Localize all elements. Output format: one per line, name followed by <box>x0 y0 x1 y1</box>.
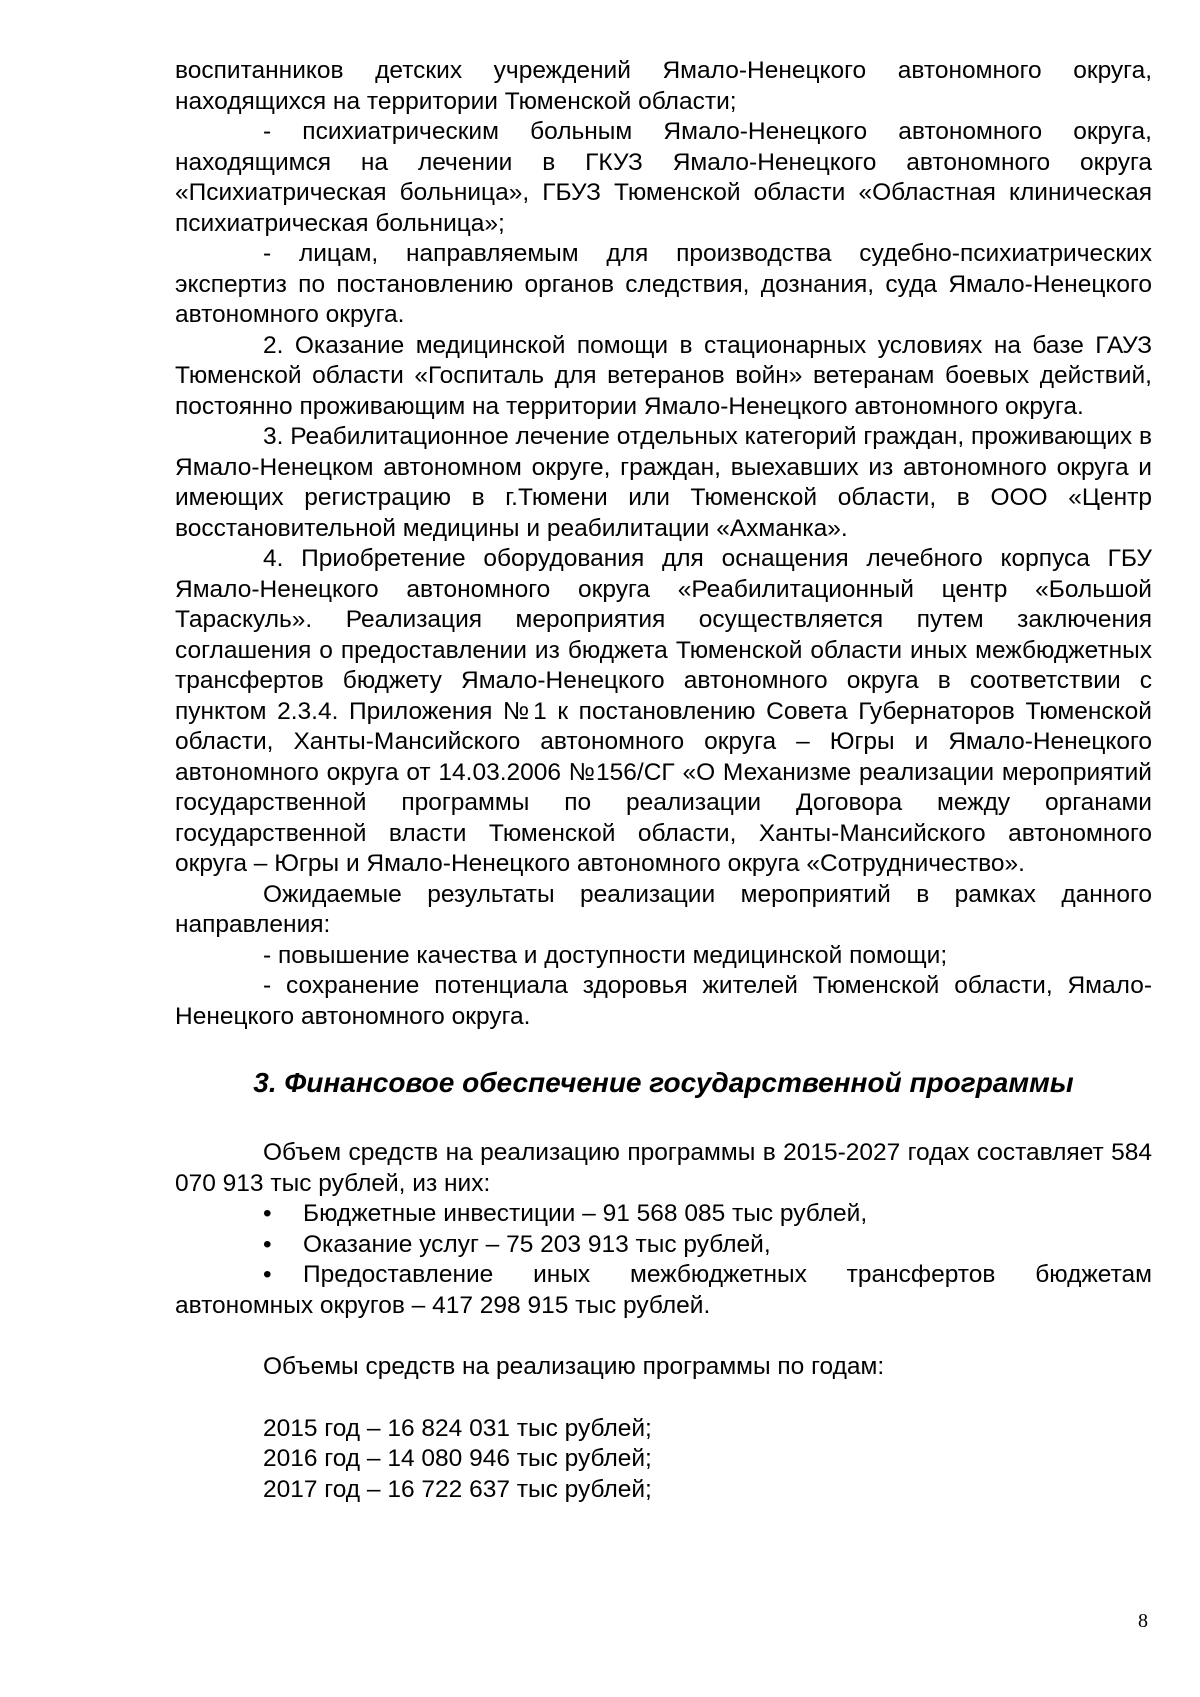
paragraph-psychiatric-patients: - психиатрическим больным Ямало-Ненецкого автономного округа, находящимся на лечении в ГКУЗ Ямало-Ненецкого автономного округа «Психиатрическая больница», ГБУЗ Тюменской области «Областная клиническая психиатрическая больница»; <box>175 118 1152 237</box>
bullet-marker: • <box>263 1200 272 1227</box>
section-heading: 3. Финансовое обеспечение государственной программы <box>253 1067 1074 1098</box>
bullet-text: Бюджетные инвестиции – 91 568 085 тыс рублей, <box>303 1200 868 1227</box>
paragraph-continuation: воспитанников детских учреждений Ямало-Ненецкого автономного округа, находящихся на территории Тюменской области; <box>175 57 1152 115</box>
bullet-item-transfers <box>175 1260 1152 1321</box>
spacer <box>175 1321 1152 1352</box>
year-line: 2017 год – 16 722 637 тыс рублей; <box>263 1475 652 1503</box>
spacer <box>175 1383 1152 1414</box>
bullet-item-services <box>175 1230 1152 1261</box>
paragraph-item-4: 4. Приобретение оборудования для оснащения лечебного корпуса ГБУ Ямало-Ненецкого автономного округа «Реабилитационный центр «Большой Тараскуль». Реализация мероприятия осуществляется путем заключения соглашения о предоставлении из бюджета Тюменской области иных межбюджетных трансфертов бюджету Ямало-Ненецкого автономного округа в соответствии с пунктом 2.3.4. Приложения №1 к постановлению Совета Губернаторов Тюменской области, Ханты-Мансийского автономного округа – Югры и Ямало-Ненецкого автономного округа от 14.03.2006 №156/СГ «О Механизме реализации мероприятий государственной программы по реализации Договора между органами государственной власти Тюменской области, Ханты-Мансийского автономного округа – Югры и Ямало-Ненецкого автономного округа «Сотрудничество». <box>175 545 1152 877</box>
paragraph-result-quality: - повышение качества и доступности медицинской помощи; <box>263 941 948 969</box>
bullet-text: Предоставление иных межбюджетных трансфертов бюджетам автономных округов – 417 298 915 тыс рублей. <box>175 1261 1152 1319</box>
by-year-intro: Объемы средств на реализацию программы по годам: <box>263 1353 885 1380</box>
paragraph-forensic-expertise: - лицам, направляемым для производства судебно-психиатрических экспертиз по постановлению органов следствия, дознания, суда Ямало-Ненецкого автономного округа. <box>175 240 1152 328</box>
year-line: 2015 год – 16 824 031 тыс рублей; <box>263 1414 652 1442</box>
bullet-marker: • <box>263 1261 272 1288</box>
year-line: 2016 год – 14 080 946 тыс рублей; <box>263 1445 652 1472</box>
paragraph-item-2: 2. Оказание медицинской помощи в стационарных условиях на базе ГАУЗ Тюменской области «Госпиталь для ветеранов войн» ветеранам боевых действий, постоянно проживающим на территории Ямало-Ненецкого автономного округа. <box>175 331 1152 420</box>
funding-intro: Объем средств на реализацию программы в 2015-2027 годах составляет 584 070 913 тыс рублей, из них: <box>175 1139 1152 1197</box>
document-page <box>175 56 1152 1505</box>
page-number: 8 <box>1138 1610 1148 1632</box>
bullet-marker: • <box>263 1230 272 1258</box>
paragraph-expected-results: Ожидаемые результаты реализации мероприятий в рамках данного направления: <box>175 880 1152 938</box>
bullet-item-investments <box>175 1199 1152 1230</box>
paragraph-result-health: - сохранение потенциала здоровья жителей Тюменской области, Ямало-Ненецкого автономного округа. <box>175 972 1152 1030</box>
bullet-text: Оказание услуг – 75 203 913 тыс рублей, <box>303 1230 771 1258</box>
paragraph-item-3: 3. Реабилитационное лечение отдельных категорий граждан, проживающих в Ямало-Ненецком автономном округе, граждан, выехавших из автономного округа и имеющих регистрацию в г.Тюмени или Тюменской области, в ООО «Центр восстановительной медицины и реабилитации «Ахманка». <box>175 423 1152 542</box>
